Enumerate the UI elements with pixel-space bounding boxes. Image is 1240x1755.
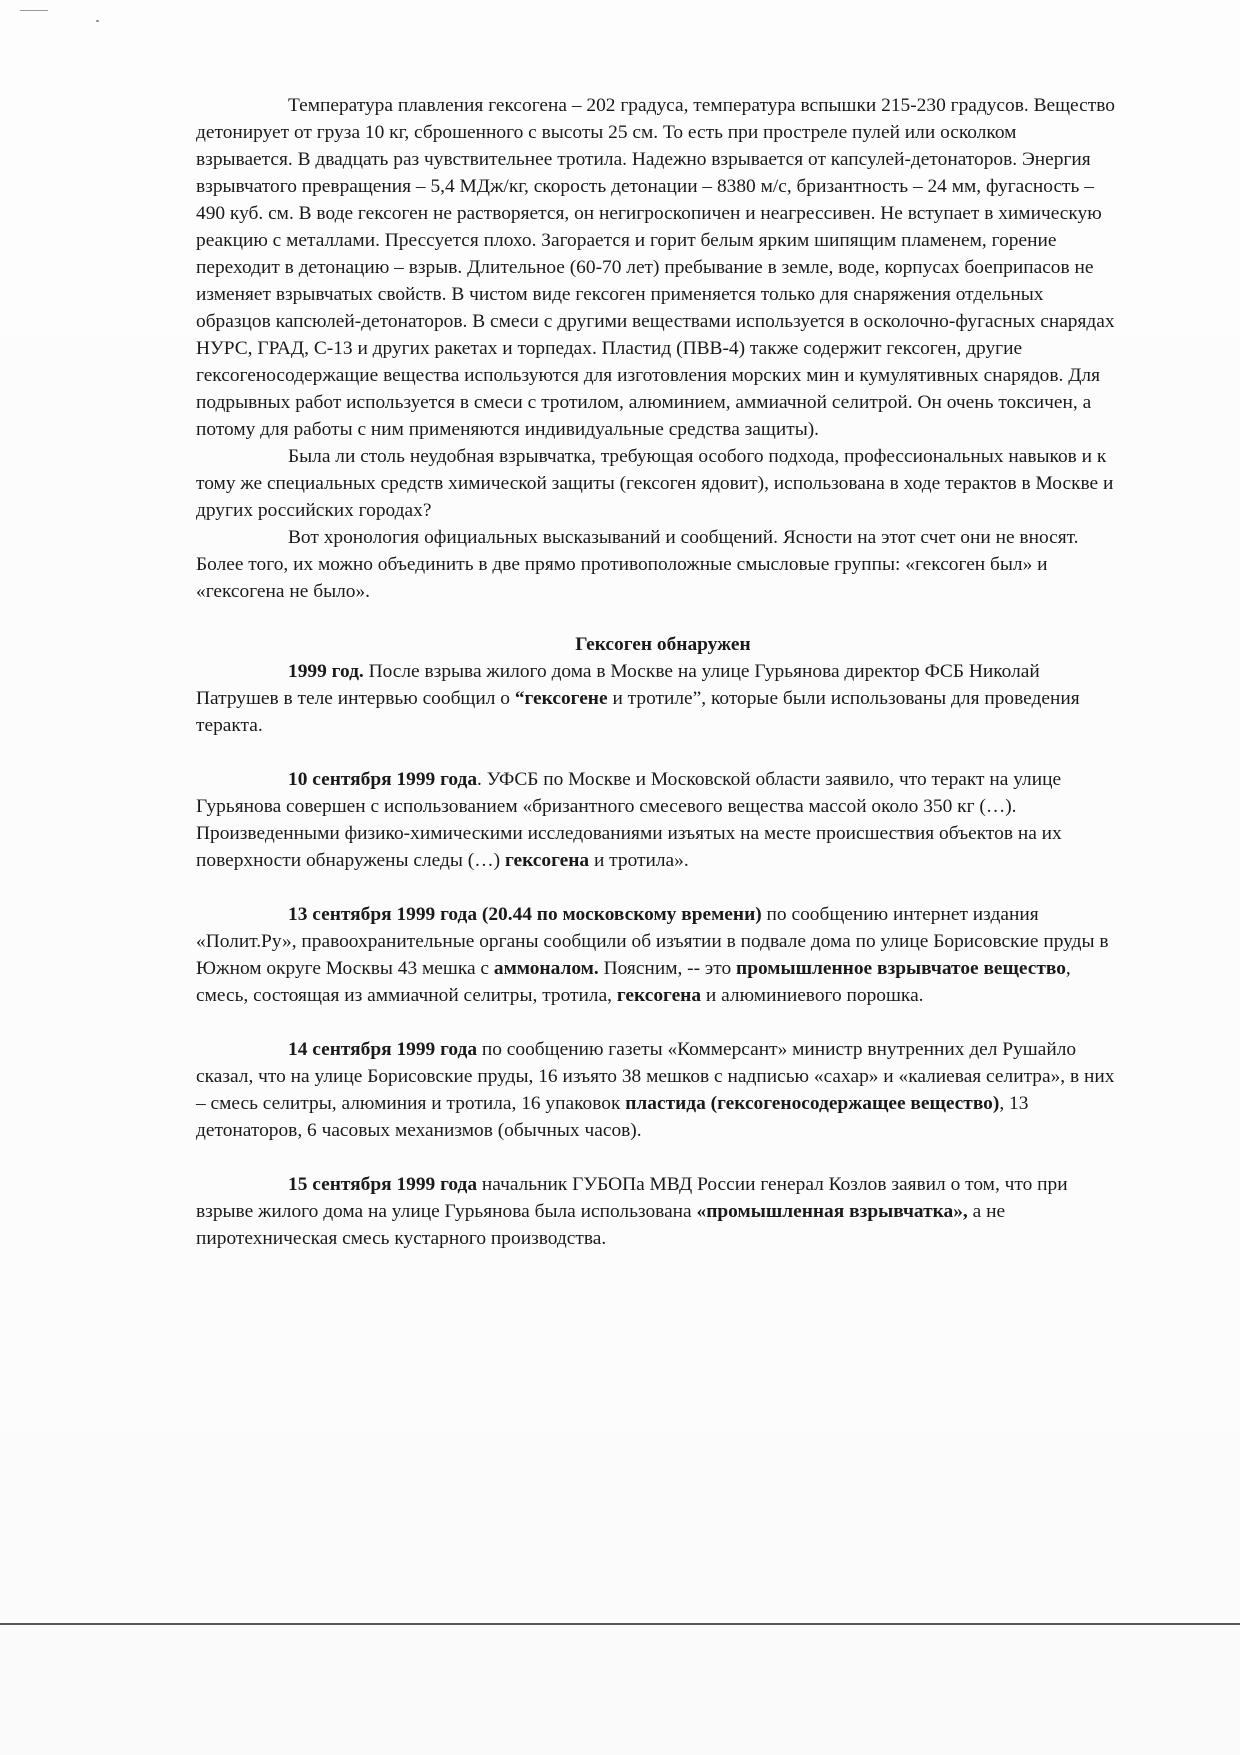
entry-sep-14 — [196, 1036, 1116, 1144]
spacer — [196, 1009, 1116, 1036]
entry-date: 13 сентября 1999 года (20.44 по московскому времени) — [288, 904, 762, 925]
entry-sep-10 — [196, 766, 1116, 874]
entry-text: по сообщению интернет издания «Полит.Ру», правоохранительные органы сообщили об изъятии в подвале дома по улице Борисовские пруды в Южном округе Москвы 43 мешка с — [196, 904, 1109, 979]
entry-text: . УФСБ по Москве и Московской области заявило, что теракт на улице Гурьянова совершен с использованием «бризантного смесевого вещества массой около 350 кг (…). Произведенными физико-химическими исследованиями изъятых на месте происшествия объектов на их поверхности обнаружены следы (…) — [196, 769, 1062, 871]
entry-emphasis: гексогена — [504, 850, 590, 871]
entry-emphasis: промышленное взрывчатое вещество — [736, 958, 1066, 979]
section-heading: Гексоген обнаружен — [575, 634, 751, 655]
entry-date: 10 сентября 1999 года — [288, 769, 478, 790]
scan-mark — [20, 10, 48, 11]
entry-text: начальник ГУБОПа МВД России генерал Козлов заявил о том, что при взрыве жилого дома на улице Гурьянова была использована — [196, 1174, 1068, 1222]
entry-emphasis: пластида (гексогеносодержащее вещество) — [625, 1093, 1000, 1114]
scan-bottom-area — [0, 1625, 1240, 1755]
spacer — [196, 1144, 1116, 1171]
entry-sep-13 — [196, 901, 1116, 1009]
entry-emphasis: «промышленная взрывчатка», — [696, 1201, 968, 1222]
entry-1999 — [196, 658, 1116, 739]
paragraph-chronology-intro: Вот хронология официальных высказываний и сообщений. Ясности на этот счет они не вносят. Более того, их можно объединить в две прямо противоположные смысловые группы: «гексоген был» и «гексогена не было». — [196, 527, 1079, 602]
entry-text: Поясним, -- это — [598, 958, 737, 979]
paragraph-rdx-properties: Температура плавления гексогена – 202 градуса, температура вспышки 215-230 градусов. Вещество детонирует от груза 10 кг, сброшенного с высоты 25 см. То есть при простреле пулей или осколком взрывается. В двадцать раз чувствительнее тротила. Надежно взрывается от капсулей-детонаторов. Энергия взрывчатого превращения – 5,4 МДж/кг, скорость детонации – 8380 м/с, бризантность – 24 мм, фугасность – 490 куб. см. В воде гексоген не растворяется, он негигроскопичен и неагрессивен. Не вступает в химическую реакцию с металлами. Прессуется плохо. Загорается и горит белым ярким шипящим пламенем, горение переходит в детонацию – взрыв. Длительное (60-70 лет) пребывание в земле, воде, корпусах боеприпасов не изменяет взрывчатых свойств. В чистом виде гексоген применяется только для снаряжения отдельных образцов капсюлей-детонаторов. В смеси с другими веществами используется в осколочно-фугасных снарядах НУРС, ГРАД, С-13 и других ракетах и торпедах. Пластид (ПВВ-4) также содержит гексоген, другие гексогеносодержащие вещества используются для изготовления морских мин и кумулятивных снарядов. Для подрывных работ используется в смеси с тротилом, алюминием, аммиачной селитрой. Он очень токсичен, а потому для работы с ним применяются индивидуальные средства защиты). — [196, 95, 1115, 440]
spacer — [196, 874, 1116, 901]
paragraph-question: Была ли столь неудобная взрывчатка, требующая особого подхода, профессиональных навыков и к тому же специальных средств химической защиты (гексоген ядовит), использована в ходе терактов в Москве и других российских городах? — [196, 446, 1114, 521]
entry-date: 15 сентября 1999 года — [288, 1174, 478, 1195]
entry-emphasis: гексогена — [616, 985, 702, 1006]
scan-speck — [96, 20, 99, 22]
entry-date: 1999 год. — [288, 661, 364, 682]
entry-emphasis: “гексогене — [514, 688, 608, 709]
entry-text: и тротила». — [589, 850, 689, 871]
entry-text: и тротиле”, которые были использованы для проведения теракта. — [196, 688, 1080, 736]
entry-text: , 13 детонаторов, 6 часовых механизмов (обычных часов). — [196, 1093, 1029, 1141]
entry-text: и алюминиевого порошка. — [701, 985, 924, 1006]
entry-text: а не пиротехническая смесь кустарного производства. — [196, 1201, 1006, 1249]
entry-text: по сообщению газеты «Коммерсант» министр внутренних дел Рушайло сказал, что на улице Борисовские пруды, 16 изъято 38 мешков с надписью «сахар» и «калиевая селитра», в них – смесь селитры, алюминия и тротила, 16 упаковок — [196, 1039, 1115, 1114]
entry-date: 14 сентября 1999 года — [288, 1039, 478, 1060]
entry-sep-15 — [196, 1171, 1116, 1252]
entry-emphasis: аммоналом. — [493, 958, 599, 979]
entry-text: , смесь, состоящая из аммиачной селитры, тротила, — [196, 958, 1071, 1006]
spacer — [196, 739, 1116, 766]
document-body — [196, 92, 1116, 1252]
entry-text: После взрыва жилого дома в Москве на улице Гурьянова директор ФСБ Николай Патрушев в теле интервью сообщил о — [196, 661, 1040, 709]
